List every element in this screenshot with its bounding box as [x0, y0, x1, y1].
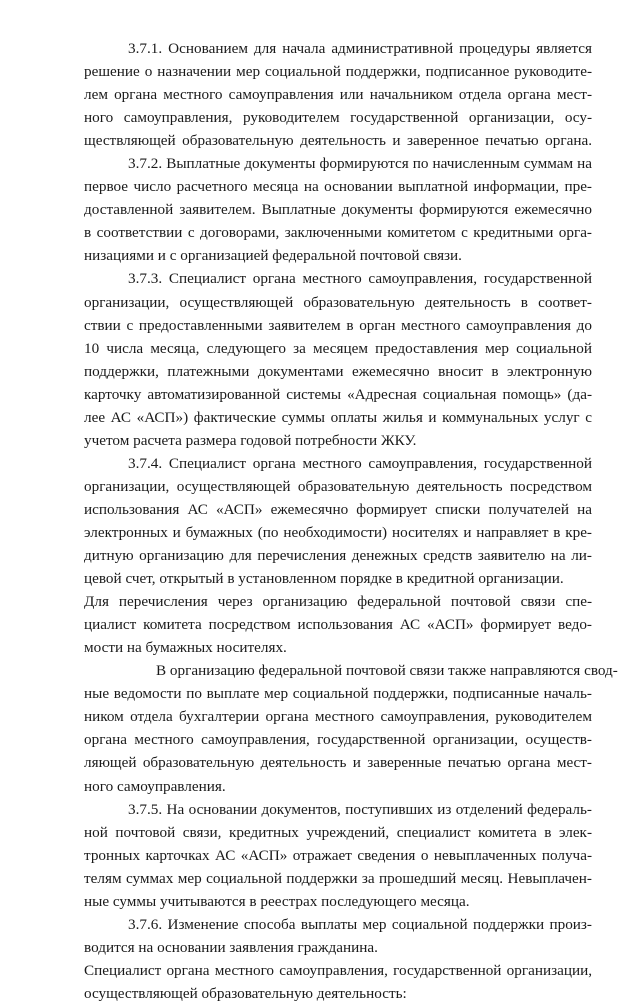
text-line: организации, осуществляющей образовательную деятельность в соответ-: [84, 293, 592, 311]
text-line: В организацию федеральной почтовой связи также направляются свод-: [156, 662, 618, 680]
text-line: дитную организацию для перечисления денежных средств заявителю на ли-: [84, 547, 592, 565]
text-line: электронных и бумажных (по необходимости) носителях и направляет в кре-: [84, 523, 592, 541]
text-line: ной почтовой связи, кредитных учреждений, специалист комитета в элек-: [84, 823, 592, 841]
text-line: низациями и с организацией федеральной почтовой связи.: [84, 247, 462, 265]
paragraph-3-7-2: [84, 152, 592, 267]
text-line: водится на основании заявления гражданина.: [84, 938, 378, 956]
text-line: использования АС «АСП» ежемесячно формирует списки получателей на: [84, 500, 592, 518]
text-line: телям суммах мер социальной поддержки за прошедший месяц. Невыплачен-: [84, 869, 592, 887]
text-line: ного самоуправления, руководителем государственной организации, осу-: [84, 109, 592, 127]
paragraph-3-7-4: [84, 452, 592, 590]
paragraph-3-7-1: [84, 37, 592, 152]
text-line: 3.7.4. Специалист органа местного самоуправления, государственной: [128, 454, 592, 472]
text-line: циалист комитета посредством использования АС «АСП» формирует ведо-: [84, 616, 592, 634]
text-line: Специалист органа местного самоуправления, государственной организации,: [84, 961, 592, 979]
text-line: 3.7.5. На основании документов, поступивших из отделений федераль-: [128, 800, 592, 818]
paragraph-3-7-3: [84, 267, 592, 451]
text-line: 10 числа месяца, следующего за месяцем предоставления мер социальной: [84, 339, 592, 357]
text-line: тронных карточках АС «АСП» отражает сведения о невыплаченных получа-: [84, 846, 592, 864]
text-line: лем органа местного самоуправления или начальником отдела органа мест-: [84, 86, 592, 104]
text-line: осуществляющей образовательную деятельность:: [84, 984, 407, 1002]
text-line: цевой счет, открытый в установленном порядке в кредитной организации.: [84, 570, 564, 588]
text-line: ные суммы учитываются в реестрах последующего месяца.: [84, 892, 470, 910]
text-line: мости на бумажных носителях.: [84, 639, 287, 657]
text-line: 3.7.2. Выплатные документы формируются по начисленным суммам на: [128, 155, 592, 173]
paragraph-3-7-6: [84, 913, 592, 959]
text-line: 3.7.3. Специалист органа местного самоуправления, государственной: [128, 270, 592, 288]
text-line: органа местного самоуправления, государственной организации, осуществ-: [84, 731, 592, 749]
text-line: ществляющей образовательную деятельность и заверенное печатью органа.: [84, 132, 592, 150]
text-line: ствии с предоставленными заявителем в орган местного самоуправления до: [84, 316, 592, 334]
paragraph-specialist: [84, 959, 592, 1005]
text-line: карточку автоматизированной системы «Адресная социальная помощь» (да-: [84, 385, 592, 403]
text-line: ником отдела бухгалтерии органа местного самоуправления, руководителем: [84, 708, 592, 726]
text-line: в соответствии с договорами, заключенными комитетом с кредитными орга-: [84, 224, 592, 242]
paragraph-3-7-5: [84, 798, 592, 913]
text-line: учетом расчета размера годовой потребности ЖКУ.: [84, 431, 417, 449]
text-line: решение о назначении мер социальной поддержки, подписанное руководите-: [84, 63, 592, 81]
text-line: ного самоуправления.: [84, 777, 226, 795]
text-line: ляющей образовательную деятельность и заверенные печатью органа мест-: [84, 754, 592, 772]
document-body: [84, 37, 618, 1005]
text-line: доставленной заявителем. Выплатные документы формируются ежемесячно: [84, 201, 592, 219]
text-line: поддержки, платежными документами ежемесячно вносит в электронную: [84, 362, 592, 380]
text-line: Для перечисления через организацию федеральной почтовой связи спе-: [84, 593, 592, 611]
text-line: организации, осуществляющей образовательную деятельность посредством: [84, 477, 592, 495]
paragraph-postal-transfer: [84, 590, 592, 659]
text-line: 3.7.6. Изменение способа выплаты мер социальной поддержки произ-: [128, 915, 592, 933]
text-line: 3.7.1. Основанием для начала административной процедуры является: [128, 40, 592, 57]
text-line: лее АС «АСП») фактические суммы оплаты жилья и коммунальных услуг с: [84, 408, 592, 426]
text-line: ные ведомости по выплате мер социальной поддержки, подписанные началь-: [84, 685, 592, 703]
text-line: первое число расчетного месяца на основании выплатной информации, пре-: [84, 178, 592, 196]
paragraph-summary-statements: [84, 659, 618, 797]
